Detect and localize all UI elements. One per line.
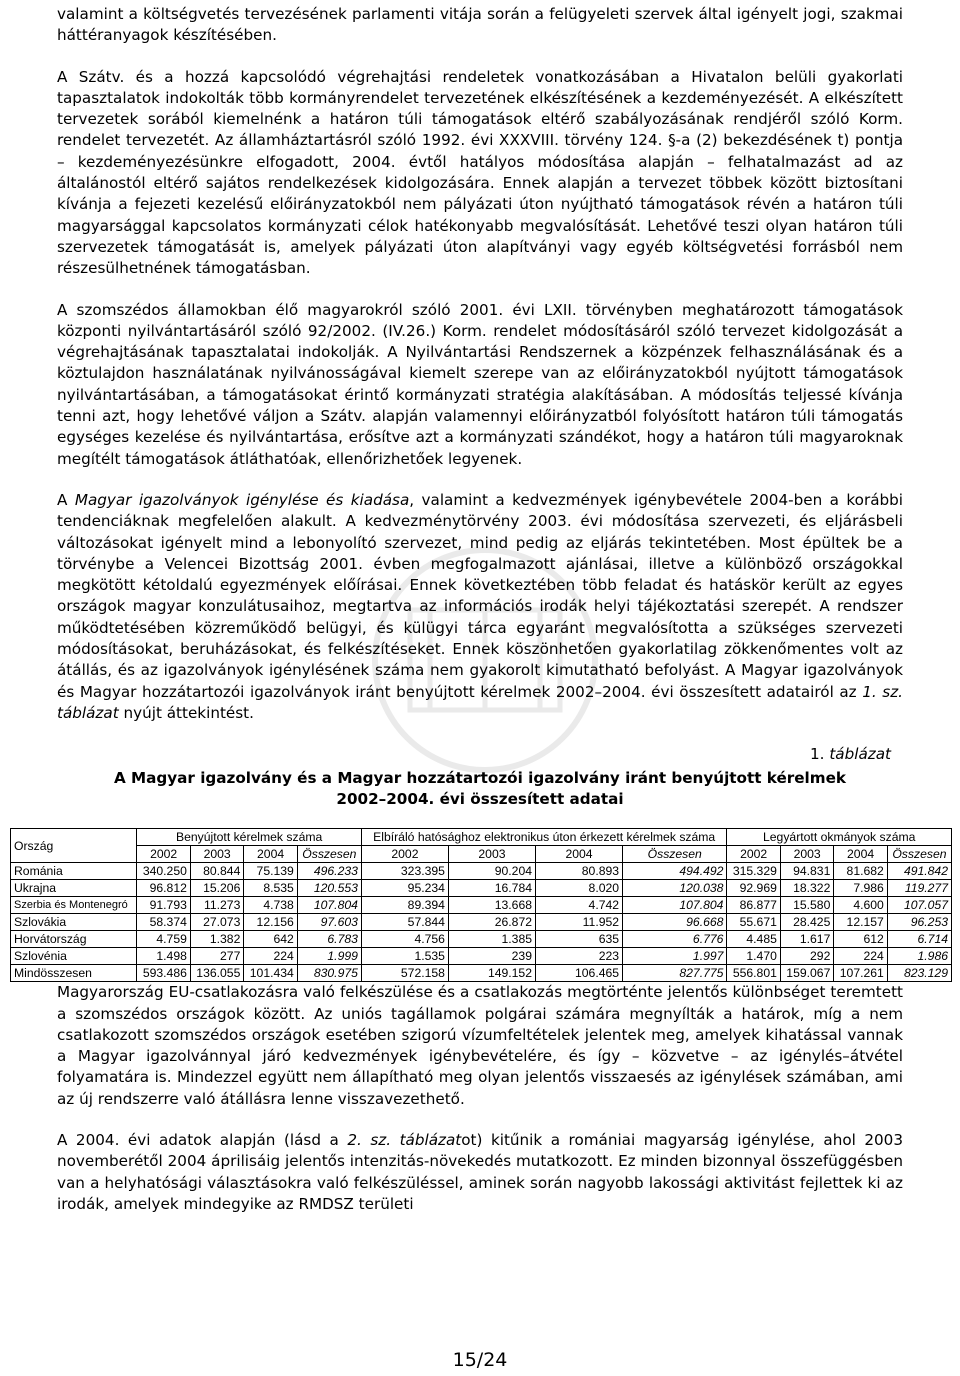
table-title-line-2: 2002–2004. évi összesített adatai <box>336 790 624 809</box>
value-cell: 27.073 <box>190 914 243 931</box>
paragraph-2: A Szátv. és a hozzá kapcsolódó végrehajtási rendeletek vonatkozásában a Hivatalon belüli gyakorlati tapasztalatok indokolták több kormányrendelet tervezetének elkészítésének a kezdeményezését. A elkészített tervezetek sorából kiemelnénk a határon túli támogatások eltérő szabályozásának rendjéről szóló Korm. rendelet tervezetét. Az államháztartásról szóló 1992. évi XXXVIII. törvény 124. §-a (2) bekezdésének t) pontja – kezdeményezésünkre elfogadott, 2004. évtől hatályos módosítása alapján – felhatalmazást ad az általánostól eltérő sajátos rendelkezések kidolgozására. Ennek alapján a tervezet többek között biztosítani kívánja a fejezeti kezelésű előirányzatokból nem pályázati úton nyújtható támogatások révén a határon túli magyarsággal kapcsolatos kormányzati célok hatékonyabb megvalósítását. Lehetővé teszi olyan határon túli szervezetek támogatását is, amelyek pályázati úton alapítványi vagy egyéb költségvetési forrásból nem részesülhetnének támogatásban. <box>57 67 903 278</box>
header-year-cell: 2002 <box>361 846 448 863</box>
table-row <box>11 931 952 948</box>
paragraph-4-text-b: , valamint a kedvezmények igénybevétele 2004-ben a korábbi tendenciáknak megfelelően alakult. A kedvezménytörvény 2003. évi módosítása szervezeti, és eljárásbeli változásokat igényelt mind a lebonyolító szervezet, mind pedig az eljárás tekintetében. Most épültek be a törvénybe a Velencei Bizottság 2001. évben megfogalmazott ajánlásai, illetve a különböző országokkal megkötött kétoldalú egyezmények előírásai. Ennek következtében több feladat és hatáskör került az egyes országok magyar konzulátusaihoz, megtartva az információs irodák helyi tájékoztatási szerepét. A rendszer működtetésében közreműködő belügyi, és külügyi tárca egyaránt megvalósította a szükséges szervezeti módosításokat, beruházásokat, és felkészítéseket. Ennek köszönhetően gyakorlatilag zökkenőmentes volt az átállás, és az igazolványok igénylésének száma nem gyakorolt kimutatható befolyást. A Magyar igazolványok és Magyar hozzátartozói igazolványok iránt benyújtott kérelmek 2002–2004. évi összesített adatairól az <box>57 490 903 701</box>
paragraph-6-text-a: A 2004. évi adatok alapján (lásd a <box>57 1130 348 1149</box>
paragraph-5: Magyarország EU-csatlakozásra való felkészülése és a csatlakozás megtörténte jelentős különbséget teremtett a szomszédos országok között. Az uniós tagállamok polgárai számára megnyílták a határok, míg a nem csatlakozott szomszédos országok esetében szigorú vízumfeltételek jelentek meg, amelyek kihatással vannak a Magyar igazolvánnyal járó kedvezmények igénybevételére, és így – közvetve – az igénylés–átvétel folyamatára is. Mindezzel együtt nem állapítható meg olyan jelentős visszaesés az igénylések számában, ami az új rendszerre való átállásra lenne visszavezethető. <box>57 983 903 1108</box>
value-cell: 106.465 <box>536 965 623 982</box>
table-body <box>11 863 952 982</box>
header-country: Ország <box>11 829 137 863</box>
paragraph-4-text-c: nyújt áttekintést. <box>118 703 254 722</box>
country-cell: Horvátország <box>11 931 137 948</box>
header-year-cell: 2004 <box>244 846 297 863</box>
header-year-cell: 2003 <box>780 846 833 863</box>
value-cell: 12.157 <box>834 914 887 931</box>
value-cell: 635 <box>536 931 623 948</box>
paragraph-4-table-ref: 1. sz. táblázat <box>57 682 903 722</box>
country-cell: Szerbia és Montenegró <box>11 897 137 914</box>
value-cell: 107.261 <box>834 965 887 982</box>
value-cell: 4.759 <box>137 931 190 948</box>
value-cell: 120.553 <box>297 880 361 897</box>
value-cell: 4.600 <box>834 897 887 914</box>
paragraph-4-text-a: A <box>57 490 75 509</box>
paragraph-4 <box>57 490 903 724</box>
table-header-row-2 <box>11 846 952 863</box>
value-cell: 4.485 <box>727 931 780 948</box>
value-cell: 159.067 <box>780 965 833 982</box>
value-cell: 11.273 <box>190 897 243 914</box>
value-cell: 81.682 <box>834 863 887 880</box>
value-cell: 224 <box>834 948 887 965</box>
table-row <box>11 897 952 914</box>
value-cell: 4.756 <box>361 931 448 948</box>
table-title <box>57 768 903 810</box>
header-year-cell: 2002 <box>727 846 780 863</box>
value-cell: 315.329 <box>727 863 780 880</box>
value-cell: 80.893 <box>536 863 623 880</box>
value-cell: 75.139 <box>244 863 297 880</box>
value-cell: 58.374 <box>137 914 190 931</box>
value-cell: 136.055 <box>190 965 243 982</box>
table-title-line-1: A Magyar igazolvány és a Magyar hozzátartozói igazolvány iránt benyújtott kérelmek <box>114 769 846 788</box>
value-cell: 593.486 <box>137 965 190 982</box>
table-row <box>11 965 952 982</box>
value-cell: 491.842 <box>887 863 951 880</box>
value-cell: 556.801 <box>727 965 780 982</box>
value-cell: 26.872 <box>448 914 535 931</box>
applications-table <box>10 828 952 982</box>
value-cell: 1.617 <box>780 931 833 948</box>
value-cell: 8.020 <box>536 880 623 897</box>
table-row <box>11 914 952 931</box>
country-cell: Szlovénia <box>11 948 137 965</box>
value-cell: 18.322 <box>780 880 833 897</box>
value-cell: 97.603 <box>297 914 361 931</box>
table-row <box>11 863 952 880</box>
table-caption-number: 1. <box>810 745 825 764</box>
document-page <box>14 4 948 1235</box>
value-cell: 340.250 <box>137 863 190 880</box>
table-row <box>11 948 952 965</box>
value-cell: 57.844 <box>361 914 448 931</box>
value-cell: 642 <box>244 931 297 948</box>
value-cell: 13.668 <box>448 897 535 914</box>
page-number: 15/24 <box>452 1349 508 1371</box>
value-cell: 6.783 <box>297 931 361 948</box>
header-year-cell: 2002 <box>137 846 190 863</box>
value-cell: 823.129 <box>887 965 951 982</box>
value-cell: 119.277 <box>887 880 951 897</box>
value-cell: 8.535 <box>244 880 297 897</box>
value-cell: 223 <box>536 948 623 965</box>
value-cell: 15.580 <box>780 897 833 914</box>
value-cell: 89.394 <box>361 897 448 914</box>
value-cell: 15.206 <box>190 880 243 897</box>
value-cell: 1.382 <box>190 931 243 948</box>
value-cell: 96.812 <box>137 880 190 897</box>
table-caption-word: táblázat <box>829 745 891 764</box>
value-cell: 1.986 <box>887 948 951 965</box>
value-cell: 91.793 <box>137 897 190 914</box>
value-cell: 86.877 <box>727 897 780 914</box>
value-cell: 92.969 <box>727 880 780 897</box>
value-cell: 323.395 <box>361 863 448 880</box>
value-cell: 292 <box>780 948 833 965</box>
value-cell: 90.204 <box>448 863 535 880</box>
value-cell: 1.470 <box>727 948 780 965</box>
value-cell: 612 <box>834 931 887 948</box>
header-submitted: Benyújtott kérelmek száma <box>137 829 361 846</box>
value-cell: 494.492 <box>623 863 727 880</box>
value-cell: 1.997 <box>623 948 727 965</box>
header-year-cell: Összesen <box>623 846 727 863</box>
value-cell: 224 <box>244 948 297 965</box>
value-cell: 1.498 <box>137 948 190 965</box>
value-cell: 1.999 <box>297 948 361 965</box>
value-cell: 1.385 <box>448 931 535 948</box>
value-cell: 80.844 <box>190 863 243 880</box>
value-cell: 7.986 <box>834 880 887 897</box>
value-cell: 11.952 <box>536 914 623 931</box>
country-cell: Ukrajna <box>11 880 137 897</box>
value-cell: 28.425 <box>780 914 833 931</box>
country-cell: Szlovákia <box>11 914 137 931</box>
value-cell: 277 <box>190 948 243 965</box>
header-year-cell: 2004 <box>834 846 887 863</box>
value-cell: 120.038 <box>623 880 727 897</box>
country-cell: Mindösszesen <box>11 965 137 982</box>
header-year-cell: 2003 <box>448 846 535 863</box>
country-cell: Románia <box>11 863 137 880</box>
value-cell: 149.152 <box>448 965 535 982</box>
value-cell: 6.776 <box>623 931 727 948</box>
value-cell: 4.738 <box>244 897 297 914</box>
value-cell: 16.784 <box>448 880 535 897</box>
header-year-cell: Összesen <box>887 846 951 863</box>
value-cell: 95.234 <box>361 880 448 897</box>
header-produced: Legyártott okmányok száma <box>727 829 952 846</box>
value-cell: 96.253 <box>887 914 951 931</box>
value-cell: 55.671 <box>727 914 780 931</box>
value-cell: 830.975 <box>297 965 361 982</box>
paragraph-6-table-ref: 2. sz. táblázat <box>347 1130 462 1149</box>
table-caption <box>57 744 891 764</box>
value-cell: 96.668 <box>623 914 727 931</box>
value-cell: 12.156 <box>244 914 297 931</box>
paragraph-4-italic: Magyar igazolványok igénylése és kiadása <box>74 490 410 509</box>
table-row <box>11 880 952 897</box>
header-year-cell: 2003 <box>190 846 243 863</box>
paragraph-1: valamint a költségvetés tervezésének parlamenti vitája során a felügyeleti szervek által igényelt jogi, szakmai háttéranyagok készítésében. <box>57 5 903 45</box>
value-cell: 107.804 <box>623 897 727 914</box>
value-cell: 239 <box>448 948 535 965</box>
value-cell: 94.831 <box>780 863 833 880</box>
value-cell: 827.775 <box>623 965 727 982</box>
value-cell: 1.535 <box>361 948 448 965</box>
header-year-cell: 2004 <box>536 846 623 863</box>
value-cell: 107.804 <box>297 897 361 914</box>
header-electronic: Elbíráló hatósághoz elektronikus úton érkezett kérelmek száma <box>361 829 727 846</box>
value-cell: 4.742 <box>536 897 623 914</box>
value-cell: 107.057 <box>887 897 951 914</box>
value-cell: 101.434 <box>244 965 297 982</box>
paragraph-6-text-b: ot) kitűnik a romániai magyarság igénylése, ahol 2003 novemberétől 2004 áprilisáig jelentős intenzitás-növekedés mutatkozott. Ez minden bizonnyal összefüggésben van a helyhatósági választásokra való felkészüléssel, aminek során nagyobb lakossági aktivitást fejlettek ki az irodák, amelyek mindegyike az RMDSZ területi <box>57 1130 904 1213</box>
value-cell: 572.158 <box>361 965 448 982</box>
header-year-cell: Összesen <box>297 846 361 863</box>
table-header-row-1 <box>11 829 952 846</box>
value-cell: 496.233 <box>297 863 361 880</box>
value-cell: 6.714 <box>887 931 951 948</box>
paragraph-6 <box>57 1130 903 1215</box>
paragraph-3: A szomszédos államokban élő magyarokról szóló 2001. évi LXII. törvényben meghatározott támogatások központi nyilvántartásáról szóló 92/2002. (IV.26.) Korm. rendelet módosításáról szóló tervezet kidolgozását a végrehajtásának tapasztalatai indokolják. A Nyilvántartási Rendszernek a közpénzek felhasználásának és a köztulajdon használatának nyilvánosságával kiemelt szerepe van az előirányzatokból nyújtott támogatások nyilvántartásában, a támogatásokat érintő kormányzati stratégia alakításában. A módosítás teljessé kívánja tenni azt, hogy lehetővé váljon a Szátv. alapján valamennyi előirányzatból folyósított határon túli támogatás egységes kezelése és nyilvántartása, erősítve azt a kormányzati szándékot, hogy a határon túli magyaroknak megítélt támogatások átláthatóak, ellenőrizhetőek legyenek. <box>57 300 903 468</box>
